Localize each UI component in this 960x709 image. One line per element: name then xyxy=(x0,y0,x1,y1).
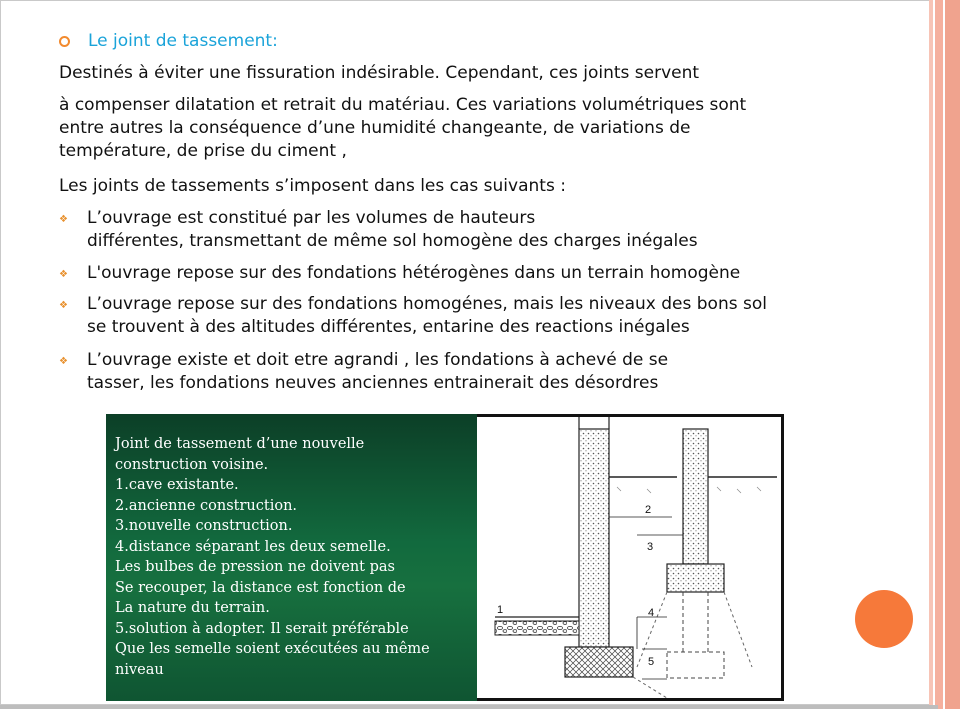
figure-caption xyxy=(106,414,477,701)
proposed-footing xyxy=(667,652,724,678)
foundation-diagram-svg xyxy=(477,417,781,698)
caption-line: construction voisine. xyxy=(115,456,269,473)
paragraph-details xyxy=(59,94,746,163)
paragraph-line: entre autres la conséquence d’une humidité changeante, de variations de xyxy=(59,118,691,138)
section-heading xyxy=(60,31,278,51)
existing-wall xyxy=(579,429,609,647)
caption-line: Les bulbes de pression ne doivent pas xyxy=(115,559,395,575)
foundation-diagram xyxy=(477,417,781,698)
ring-bullet-icon xyxy=(59,36,70,47)
diagram-label-5: 5 xyxy=(648,656,655,668)
caption-line: 2.ancienne construction. xyxy=(115,497,298,514)
caption-line: 4.distance séparant les deux semelle. xyxy=(115,538,391,555)
bullet-line: L’ouvrage est constitué par les volumes de hauteurs xyxy=(87,208,536,228)
caption-line: 1.cave existante. xyxy=(115,477,239,493)
diagram-label-4: 4 xyxy=(648,607,655,619)
heading-text: Le joint de tassement: xyxy=(88,31,278,51)
new-footing xyxy=(667,564,724,592)
caption-line: 5.solution à adopter. Il serait préférable xyxy=(115,620,409,637)
bullet-line: L'ouvrage repose sur des fondations hétérogènes dans un terrain homogène xyxy=(87,263,741,283)
diagram-label-1: 1 xyxy=(497,604,504,616)
slide-side-decoration xyxy=(929,0,960,709)
caption-line: Joint de tassement d’une nouvelle xyxy=(115,436,365,452)
bullet-item xyxy=(59,293,767,339)
bullet-line: se trouvent à des altitudes différentes, entarine des reactions inégales xyxy=(87,317,690,337)
caption-line: 3.nouvelle construction. xyxy=(115,518,293,534)
diamond-bullet-icon: ❖ xyxy=(59,269,68,280)
paragraph-intro: Destinés à éviter une fissuration indésirable. Cependant, ces joints servent xyxy=(59,63,700,83)
decorative-circle xyxy=(855,590,913,648)
caption-line: La nature du terrain. xyxy=(115,600,270,616)
diagram-label-2: 2 xyxy=(645,504,652,516)
diamond-bullet-icon: ❖ xyxy=(59,214,68,225)
slide-shadow xyxy=(0,705,938,709)
cave-floor xyxy=(495,621,579,635)
paragraph-line: à compenser dilatation et retrait du matériau. Ces variations volumétriques sont xyxy=(59,95,747,115)
settlement-joint-figure xyxy=(106,414,784,701)
bullet-line: différentes, transmettant de même sol homogène des charges inégales xyxy=(87,231,698,251)
caption-line: niveau xyxy=(115,661,164,678)
bullet-line: L’ouvrage repose sur des fondations homogénes, mais les niveaux des bons sol xyxy=(87,294,767,314)
caption-line: Que les semelle soient exécutées au même xyxy=(115,641,430,657)
existing-footing xyxy=(565,647,633,677)
paragraph-cases: Les joints de tassements s’imposent dans les cas suivants : xyxy=(59,176,566,196)
caption-line: Se recouper, la distance est fonction de xyxy=(115,579,406,596)
bullet-line: L’ouvrage existe et doit etre agrandi , les fondations à achevé de se xyxy=(87,350,669,370)
new-wall xyxy=(683,429,708,564)
bullet-item xyxy=(59,349,668,395)
bullet-item xyxy=(59,207,698,253)
bullet-line: tasser, les fondations neuves anciennes entrainerait des désordres xyxy=(87,373,659,393)
diagram-label-3: 3 xyxy=(647,541,654,553)
diamond-bullet-icon: ❖ xyxy=(59,300,68,311)
diamond-bullet-icon: ❖ xyxy=(59,356,68,367)
paragraph-line: température, de prise du ciment , xyxy=(59,141,347,161)
bullet-item xyxy=(59,262,740,286)
